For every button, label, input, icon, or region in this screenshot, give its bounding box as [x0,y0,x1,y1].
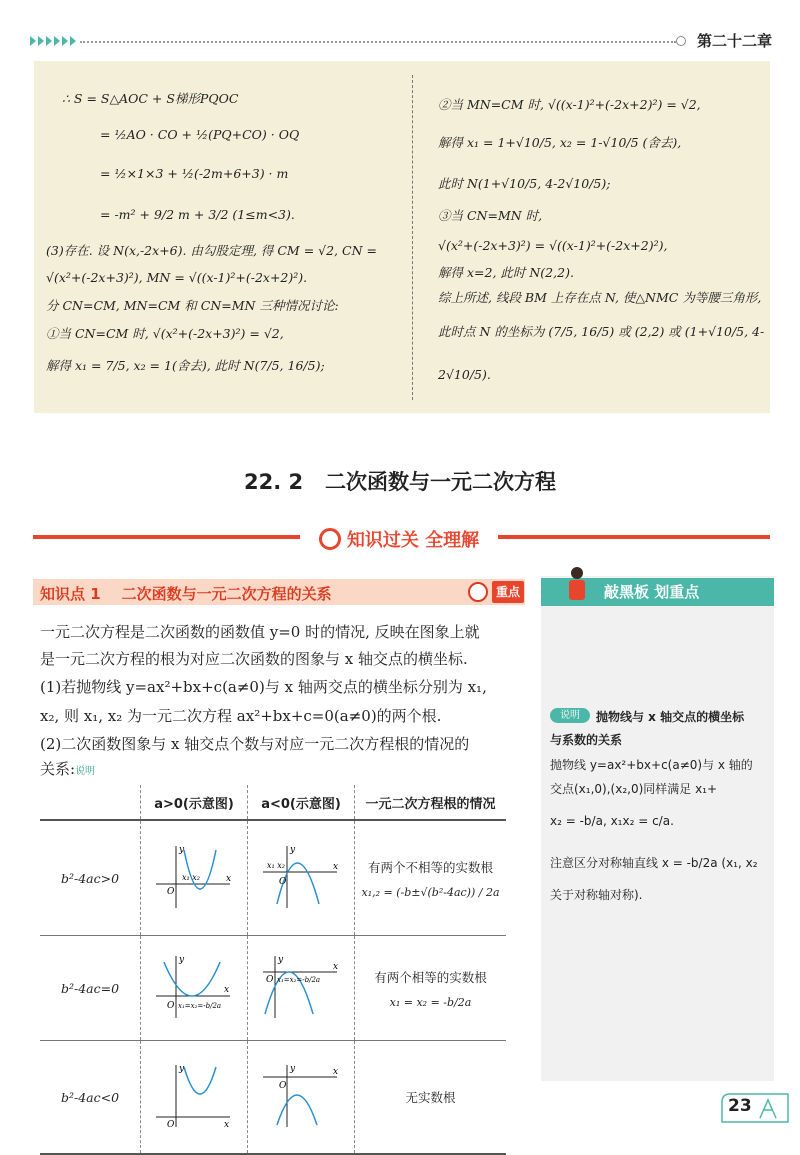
solution-divider [412,75,413,400]
note-chip: 说明 [550,708,590,723]
section-number: 22. 2 [243,470,304,494]
parabola-down-two-roots-graph [261,842,341,912]
solution-line: 此时 N(1+√10/5, 4-2√10/5); [438,176,611,191]
solution-line: = ½×1×3 + ½(-2m+6+3) · m [100,166,289,181]
solution-line: 分 CN=CM, MN=CM 和 CN=MN 三种情况讨论: [46,298,339,313]
graph-cell [141,820,248,936]
band-label [300,524,498,554]
table-header: a<0(示意图) [248,785,355,820]
body-line-last [40,758,95,779]
double-root-label: x₁=x₂=-b/2a [277,975,321,984]
axis-x-label: x [226,873,232,884]
section-title [0,466,800,496]
knowledge-point-number: 知识点 1 [40,585,101,603]
solution-line: (3)存在. 设 N(x,-2x+6). 由勾股定理, 得 CM = √2, CN = [46,243,377,258]
solution-line: ②当 MN=CM 时, √((x-1)²+(-2x+2)²) = √2, [438,97,701,112]
header-circle-icon [676,36,686,46]
graph-cell [141,1041,248,1155]
sidebar-heading: 与系数的关系 [550,733,623,747]
header-arrows [30,36,78,46]
root-result: 无实数根 [405,1090,456,1105]
section-name: 二次函数与一元二次方程 [325,470,557,494]
solution-line: √(x²+(-2x+3)²) = √((x-1)²+(-2x+2)²), [438,238,668,253]
graph-cell [248,1041,355,1155]
roots-label: x₁ x₂ [267,860,285,870]
solution-line: 解得 x₁ = 1+√10/5, x₂ = 1-√10/5 (舍去), [438,135,682,150]
axis-x-label: x [333,1066,339,1077]
axis-x-label: x [333,861,339,872]
sidebar-title: 敲黑板 划重点 [604,583,700,601]
sidebar-heading: 抛物线与 x 轴交点的横坐标 [596,710,745,724]
axis-x-label: x [224,984,230,995]
root-formula: x₁ = x₂ = -b/2a [389,995,472,1009]
sidebar-line: 交点(x₁,0),(x₂,0)同样满足 x₁+ [550,782,718,796]
body-line: x₂, 则 x₁, x₂ 为一元二次方程 ax²+bx+c=0(a≠0)的两个根. [40,707,442,725]
page-number: 23 [728,1096,752,1116]
relationship-table [40,785,506,1155]
parabola-down-one-root-graph [261,952,341,1022]
table-row [40,936,506,1041]
discriminant-cell: b²-4ac=0 [40,936,141,1041]
origin-label: O [167,1119,175,1130]
swirl-icon [319,528,341,550]
solution-line: 综上所述, 线段 BM 上存在点 N, 使△NMC 为等腰三角形, [438,290,762,305]
knowledge-point-name: 二次函数与一元二次方程的关系 [121,585,332,603]
body-line: 一元二次方程是二次函数的函数值 y=0 时的情况, 反映在图象上就 [40,623,480,641]
root-result: 有两个相等的实数根 [374,969,487,985]
note-link[interactable]: 说明 [75,766,96,777]
graph-cell [248,936,355,1041]
sidebar-line: 关于对称轴对称). [550,888,643,902]
solution-line: ∴ S = S△AOC + S梯形PQOC [62,91,239,106]
body-line: (2)二次函数图象与 x 轴交点个数与对应一元二次方程根的情况的 [40,735,470,753]
parabola-up-two-roots-graph [154,842,234,912]
axis-x-label: x [333,961,339,972]
double-root-label: x₁=x₂=-b/2a [178,1001,222,1010]
root-result: 有两个不相等的实数根 [367,859,493,875]
roots-label: x₁ x₂ [182,872,200,882]
body-line: 关系: [40,760,76,778]
target-icon [468,582,488,602]
discriminant-cell: b²-4ac>0 [40,820,141,936]
band-text: 知识过关 全理解 [346,530,480,551]
table-row [40,820,506,936]
solution-line: ③当 CN=MN 时, [438,208,543,223]
solution-line: 此时点 N 的坐标为 (7/5, 16/5) 或 (2,2) 或 (1+√10/5, 4- [438,324,765,339]
solution-line: 解得 x₁ = 7/5, x₂ = 1(舍去), 此时 N(7/5, 16/5); [46,358,325,373]
origin-label: O [167,886,175,897]
axis-y-label: y [290,1063,296,1074]
table-row [40,1041,506,1155]
solution-line: 2√10/5). [438,367,491,382]
axis-x-label: x [224,1119,230,1130]
table-header [40,785,141,820]
origin-label: O [167,1000,175,1011]
graph-cell [248,820,355,936]
parabola-up-no-root-graph [154,1061,234,1131]
chapter-label: 第二十二章 [696,32,772,50]
teacher-icon [565,566,589,604]
parabola-down-no-root-graph [261,1061,341,1131]
band-line-right [496,535,770,539]
parabola-up-one-root-graph [154,952,234,1022]
sidebar-line: 注意区分对称轴直线 x = -b/2a (x₁, x₂ [550,856,758,870]
solution-line: 解得 x=2, 此时 N(2,2). [438,265,574,280]
body-line: 是一元二次方程的根为对应二次函数的图象与 x 轴交点的横坐标. [40,650,468,668]
header-dotted-line [80,41,676,43]
solution-line: ①当 CN=CM 时, √(x²+(-2x+3)²) = √2, [46,326,284,341]
axis-y-label: y [179,844,185,855]
sidebar-line: 抛物线 y=ax²+bx+c(a≠0)与 x 轴的 [550,758,753,772]
table-header: a>0(示意图) [141,785,248,820]
solution-line: √(x²+(-2x+3)²), MN = √((x-1)²+(-2x+2)²). [46,270,308,285]
sidebar-panel [541,576,774,1081]
table-header: 一元二次方程根的情况 [355,785,507,820]
key-point-badge: 重点 [492,581,524,603]
band-line-left [33,535,301,539]
discriminant-cell: b²-4ac<0 [40,1041,141,1155]
solution-line: = -m² + 9/2 m + 3/2 (1≤m<3). [100,207,295,222]
axis-y-label: y [278,954,284,965]
origin-label: O [266,974,274,985]
body-line: (1)若抛物线 y=ax²+bx+c(a≠0)与 x 轴两交点的横坐标分别为 x₁, [40,678,487,696]
axis-y-label: y [179,954,185,965]
origin-label: O [279,876,287,887]
sidebar-line: x₂ = -b/a, x₁x₂ = c/a. [550,814,674,828]
root-description-cell [355,936,507,1041]
solution-line: = ½AO · CO + ½(PQ+CO) · OQ [100,127,300,142]
axis-y-label: y [290,844,296,855]
root-description-cell [355,1041,507,1155]
origin-label: O [279,1080,287,1091]
knowledge-point-title [40,583,332,604]
root-formula: x₁,₂ = (-b±√(b²-4ac)) / 2a [361,885,500,899]
root-description-cell [355,820,507,936]
graph-cell [141,936,248,1041]
axis-y-label: y [179,1063,185,1074]
